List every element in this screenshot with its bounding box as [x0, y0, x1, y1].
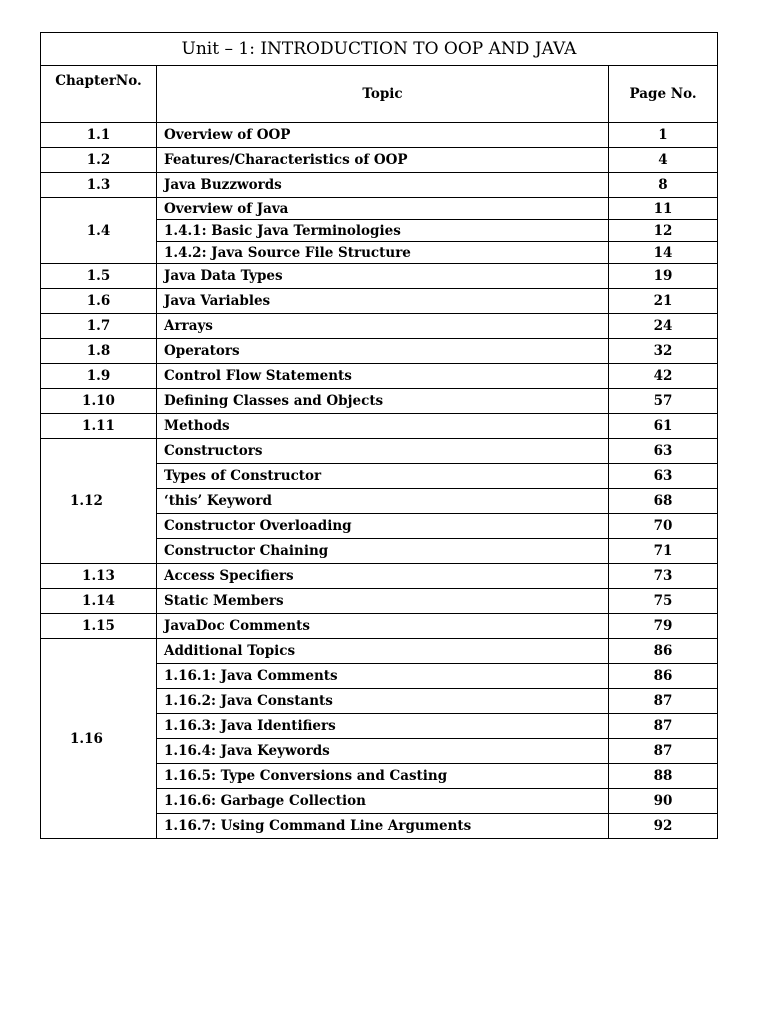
- topic-title: ‘this’ Keyword: [157, 489, 609, 514]
- chapter-number: 1.11: [41, 414, 157, 439]
- page-number: 88: [609, 764, 718, 789]
- page-number: 11: [609, 198, 718, 220]
- page-number: 79: [609, 614, 718, 639]
- table-row: [41, 614, 718, 639]
- topic-title: 1.4.1: Basic Java Terminologies: [157, 220, 609, 242]
- page-number: 32: [609, 339, 718, 364]
- page-number: 90: [609, 789, 718, 814]
- table-row: [41, 414, 718, 439]
- page-number: 8: [609, 173, 718, 198]
- chapter-number: 1.6: [41, 289, 157, 314]
- table-row: [41, 389, 718, 414]
- page-number: 86: [609, 639, 718, 664]
- topic-title: Constructors: [157, 439, 609, 464]
- chapter-number: 1.1: [41, 123, 157, 148]
- table-row: [41, 289, 718, 314]
- topic-title: Constructor Overloading: [157, 514, 609, 539]
- chapter-number: 1.4: [41, 198, 157, 264]
- table-row: [41, 364, 718, 389]
- topic-title: Constructor Chaining: [157, 539, 609, 564]
- topic-title: Static Members: [157, 589, 609, 614]
- page-number: 42: [609, 364, 718, 389]
- table-row: [41, 314, 718, 339]
- table-row: [41, 148, 718, 173]
- table-row: [41, 589, 718, 614]
- page-number: 92: [609, 814, 718, 839]
- table-row: [41, 173, 718, 198]
- topic-title: JavaDoc Comments: [157, 614, 609, 639]
- page-number: 71: [609, 539, 718, 564]
- page-number: 24: [609, 314, 718, 339]
- page-number: 12: [609, 220, 718, 242]
- topic-title: 1.16.5: Type Conversions and Casting: [157, 764, 609, 789]
- topic-title: 1.16.6: Garbage Collection: [157, 789, 609, 814]
- chapter-number: 1.5: [41, 264, 157, 289]
- chapter-number: 1.15: [41, 614, 157, 639]
- topic-title: Java Data Types: [157, 264, 609, 289]
- topic-title: 1.4.2: Java Source File Structure: [157, 242, 609, 264]
- topic-title: 1.16.2: Java Constants: [157, 689, 609, 714]
- page-number: 73: [609, 564, 718, 589]
- topic-title: Java Buzzwords: [157, 173, 609, 198]
- topic-title: Java Variables: [157, 289, 609, 314]
- header-chapter-no: ChapterNo.: [41, 66, 157, 123]
- page-number: 68: [609, 489, 718, 514]
- header-page-no: Page No.: [609, 66, 718, 123]
- chapter-number: 1.16: [41, 639, 157, 839]
- table-row: [41, 198, 718, 220]
- topic-title: Overview of Java: [157, 198, 609, 220]
- chapter-number: 1.3: [41, 173, 157, 198]
- chapter-number: 1.8: [41, 339, 157, 364]
- page-number: 1: [609, 123, 718, 148]
- table-row: [41, 264, 718, 289]
- topic-title: Arrays: [157, 314, 609, 339]
- page-number: 14: [609, 242, 718, 264]
- table-of-contents: [40, 32, 718, 839]
- topic-title: 1.16.4: Java Keywords: [157, 739, 609, 764]
- table-row: [41, 564, 718, 589]
- page-number: 63: [609, 439, 718, 464]
- unit-title: Unit – 1: INTRODUCTION TO OOP AND JAVA: [41, 33, 718, 66]
- topic-title: 1.16.1: Java Comments: [157, 664, 609, 689]
- chapter-number: 1.9: [41, 364, 157, 389]
- toc-body: [41, 123, 718, 839]
- chapter-number: 1.13: [41, 564, 157, 589]
- topic-title: Types of Constructor: [157, 464, 609, 489]
- page-number: 87: [609, 714, 718, 739]
- header-topic: Topic: [157, 66, 609, 123]
- chapter-number: 1.10: [41, 389, 157, 414]
- topic-title: Defining Classes and Objects: [157, 389, 609, 414]
- page-number: 57: [609, 389, 718, 414]
- topic-title: Additional Topics: [157, 639, 609, 664]
- page-number: 19: [609, 264, 718, 289]
- page-number: 86: [609, 664, 718, 689]
- chapter-number: 1.14: [41, 589, 157, 614]
- topic-title: Control Flow Statements: [157, 364, 609, 389]
- table-row: [41, 123, 718, 148]
- table-row: [41, 339, 718, 364]
- topic-title: 1.16.7: Using Command Line Arguments: [157, 814, 609, 839]
- page-number: 87: [609, 689, 718, 714]
- page-number: 75: [609, 589, 718, 614]
- page-number: 61: [609, 414, 718, 439]
- page-number: 4: [609, 148, 718, 173]
- topic-title: 1.16.3: Java Identifiers: [157, 714, 609, 739]
- topic-title: Operators: [157, 339, 609, 364]
- page-number: 87: [609, 739, 718, 764]
- chapter-number: 1.12: [41, 439, 157, 564]
- chapter-number: 1.7: [41, 314, 157, 339]
- page-number: 63: [609, 464, 718, 489]
- page-number: 70: [609, 514, 718, 539]
- topic-title: Features/Characteristics of OOP: [157, 148, 609, 173]
- table-row: [41, 639, 718, 664]
- chapter-number: 1.2: [41, 148, 157, 173]
- table-row: [41, 439, 718, 464]
- topic-title: Access Specifiers: [157, 564, 609, 589]
- page-number: 21: [609, 289, 718, 314]
- topic-title: Methods: [157, 414, 609, 439]
- topic-title: Overview of OOP: [157, 123, 609, 148]
